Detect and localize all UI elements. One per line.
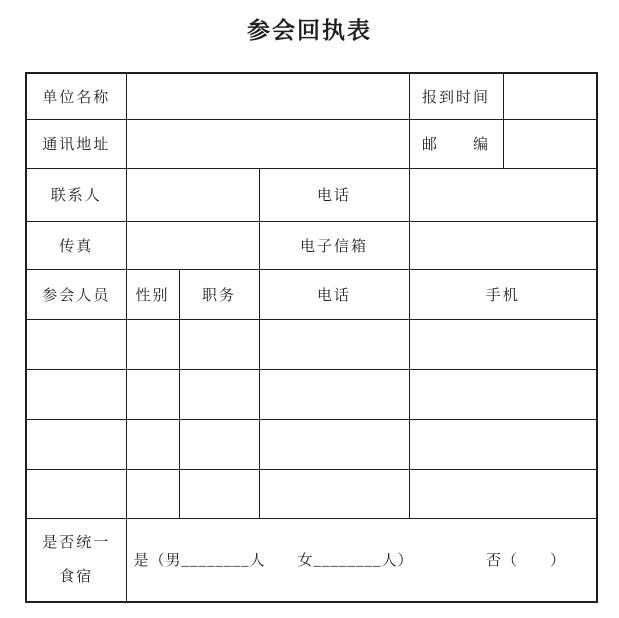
position-header-label: 职务 [179,269,259,319]
attendee-name-cell[interactable] [26,469,126,518]
attendee-mobile-cell[interactable] [409,369,597,419]
attendee-header-label: 参会人员 [26,269,126,319]
unit-name-label: 单位名称 [26,73,126,119]
phone-label: 电话 [259,168,409,221]
fax-input-cell[interactable] [126,221,259,269]
fax-label: 传真 [26,221,126,269]
attendee-name-cell[interactable] [26,319,126,369]
row-contact [26,168,597,221]
attendee-phone-cell[interactable] [259,469,409,518]
attendee-position-cell[interactable] [179,419,259,469]
attendee-mobile-cell[interactable] [409,469,597,518]
board-lodging-options-text: 是（男________人 女________人） 否（ ） [133,553,567,570]
checkin-time-input-cell[interactable] [503,73,597,119]
attendee-phone-cell[interactable] [259,419,409,469]
attendee-phone-header-label: 电话 [259,269,409,319]
attendee-name-cell[interactable] [26,419,126,469]
attendee-gender-cell[interactable] [126,319,179,369]
attendee-mobile-cell[interactable] [409,419,597,469]
mobile-header-label: 手机 [409,269,597,319]
phone-input-cell[interactable] [409,168,597,221]
reply-form-table [25,72,598,603]
row-address [26,119,597,168]
row-attendee-header [26,269,597,319]
address-label: 通讯地址 [26,119,126,168]
attendee-phone-cell[interactable] [259,319,409,369]
contact-label: 联系人 [26,168,126,221]
attendee-row [26,469,597,518]
attendee-gender-cell[interactable] [126,369,179,419]
board-lodging-label-line2: 食宿 [59,568,94,585]
attendee-row [26,319,597,369]
address-input-cell[interactable] [126,119,409,168]
attendee-gender-cell[interactable] [126,419,179,469]
attendee-position-cell[interactable] [179,369,259,419]
postal-code-input-cell[interactable] [503,119,597,168]
unit-name-input-cell[interactable] [126,73,409,119]
row-fax [26,221,597,269]
gender-header-label: 性别 [126,269,179,319]
row-board-lodging [26,518,597,602]
attendee-position-cell[interactable] [179,469,259,518]
attendee-gender-cell[interactable] [126,469,179,518]
contact-input-cell[interactable] [126,168,259,221]
page-title: 参会回执表 [247,18,372,43]
attendee-phone-cell[interactable] [259,369,409,419]
checkin-time-label: 报到时间 [409,73,503,119]
email-input-cell[interactable] [409,221,597,269]
board-lodging-label-line1: 是否统一 [42,534,111,551]
attendee-mobile-cell[interactable] [409,319,597,369]
attendee-position-cell[interactable] [179,319,259,369]
board-lodging-label [26,518,126,602]
board-lodging-options-cell[interactable] [126,518,597,602]
row-unit-name [26,73,597,119]
attendee-row [26,419,597,469]
attendee-row [26,369,597,419]
email-label: 电子信箱 [259,221,409,269]
postal-code-label: 邮 编 [409,119,503,168]
attendee-name-cell[interactable] [26,369,126,419]
